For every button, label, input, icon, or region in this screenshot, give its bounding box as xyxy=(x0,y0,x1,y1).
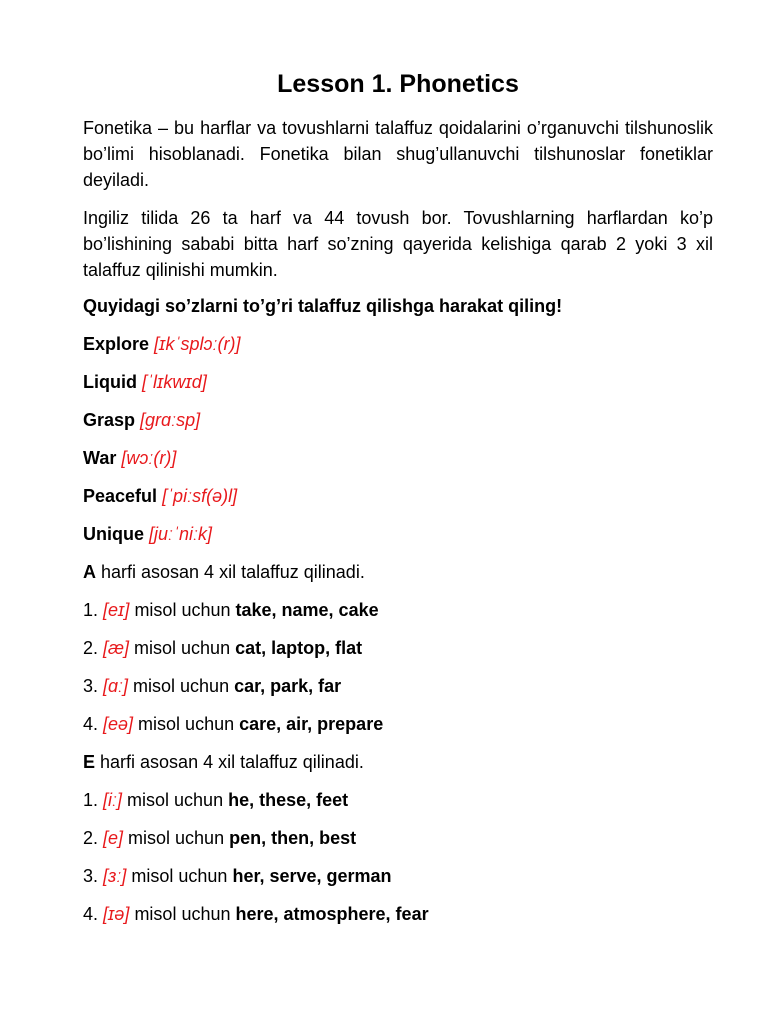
section-e-item xyxy=(83,863,392,889)
item-examples: pen, then, best xyxy=(229,828,357,848)
item-number: 1. xyxy=(83,600,104,620)
item-examples: cat, laptop, flat xyxy=(235,638,363,658)
section-text: harfi asosan 4 xil talaffuz qilinadi. xyxy=(95,752,364,772)
vocab-word: Unique xyxy=(83,524,144,544)
vocab-item xyxy=(83,407,200,433)
item-mid: misol uchun xyxy=(129,600,236,620)
section-e-item xyxy=(83,787,348,813)
vocab-ipa: [wɔː(r)] xyxy=(121,448,177,468)
item-ipa: [eə] xyxy=(103,714,134,734)
vocab-word: Liquid xyxy=(83,372,137,392)
vocab-item xyxy=(83,521,212,547)
section-e-item xyxy=(83,825,356,851)
item-number: 4. xyxy=(83,714,104,734)
item-ipa: [æ] xyxy=(103,638,130,658)
item-examples: he, these, feet xyxy=(228,790,349,810)
vocab-ipa: [ɡrɑːsp] xyxy=(140,410,201,430)
item-mid: misol uchun xyxy=(133,714,240,734)
intro-paragraph-1: Fonetika – bu harflar va tovushlarni talaffuz qoidalarini o’rganuvchi tilshunoslik bo’limi hisoblanadi. Fonetika bilan shug’ullanuvchi tilshunoslar fonetiklar deyiladi. xyxy=(83,118,713,190)
item-number: 4. xyxy=(83,904,104,924)
instruction-text: Quyidagi so’zlarni to’g’ri talaffuz qilishga harakat qiling! xyxy=(83,296,563,316)
vocab-word: War xyxy=(83,448,117,468)
item-examples: here, atmosphere, fear xyxy=(235,904,429,924)
vocab-item xyxy=(83,445,176,471)
item-mid: misol uchun xyxy=(128,676,235,696)
section-a-item xyxy=(83,635,362,661)
item-number: 1. xyxy=(83,790,104,810)
item-ipa: [ɑː] xyxy=(103,676,129,696)
section-text: harfi asosan 4 xil talaffuz qilinadi. xyxy=(96,562,365,582)
item-mid: misol uchun xyxy=(123,828,230,848)
section-letter: A xyxy=(83,562,96,582)
vocab-ipa: [ˈpiːsf(ə)l] xyxy=(162,486,238,506)
item-examples: take, name, cake xyxy=(235,600,379,620)
vocab-ipa: [ˈlɪkwɪd] xyxy=(142,372,207,392)
item-mid: misol uchun xyxy=(122,790,229,810)
item-mid: misol uchun xyxy=(126,866,233,886)
item-ipa: [ɜː] xyxy=(103,866,127,886)
section-a-heading xyxy=(83,559,365,585)
item-number: 3. xyxy=(83,676,104,696)
item-mid: misol uchun xyxy=(129,904,236,924)
item-ipa: [e] xyxy=(103,828,124,848)
vocab-word: Peaceful xyxy=(83,486,158,506)
vocab-item xyxy=(83,331,240,357)
item-number: 2. xyxy=(83,828,104,848)
intro-paragraph-2: Ingiliz tilida 26 ta harf va 44 tovush bor. Tovushlarning harflardan ko’p bo’lishining sababi bitta harf so’zning qayerida kelishiga qarab 2 yoki 3 xil talaffuz qilinishi mumkin. xyxy=(83,208,713,280)
section-a-item xyxy=(83,597,379,623)
vocab-ipa: [ɪkˈsplɔː(r)] xyxy=(154,334,241,354)
vocab-word: Explore xyxy=(83,334,150,354)
vocab-item xyxy=(83,369,207,395)
section-a-item xyxy=(83,673,341,699)
item-examples: care, air, prepare xyxy=(239,714,384,734)
item-ipa: [eɪ] xyxy=(103,600,130,620)
vocab-item xyxy=(83,483,237,509)
item-ipa: [iː] xyxy=(103,790,123,810)
item-number: 2. xyxy=(83,638,104,658)
section-e-heading xyxy=(83,749,364,775)
vocab-ipa: [juːˈniːk] xyxy=(149,524,213,544)
item-ipa: [ɪə] xyxy=(103,904,130,924)
section-e-item xyxy=(83,901,429,927)
item-mid: misol uchun xyxy=(129,638,236,658)
section-a-item xyxy=(83,711,383,737)
item-examples: her, serve, german xyxy=(232,866,392,886)
page-title: Lesson 1. Phonetics xyxy=(277,70,519,98)
vocab-word: Grasp xyxy=(83,410,136,430)
item-examples: car, park, far xyxy=(234,676,342,696)
section-letter: E xyxy=(83,752,96,772)
item-number: 3. xyxy=(83,866,104,886)
